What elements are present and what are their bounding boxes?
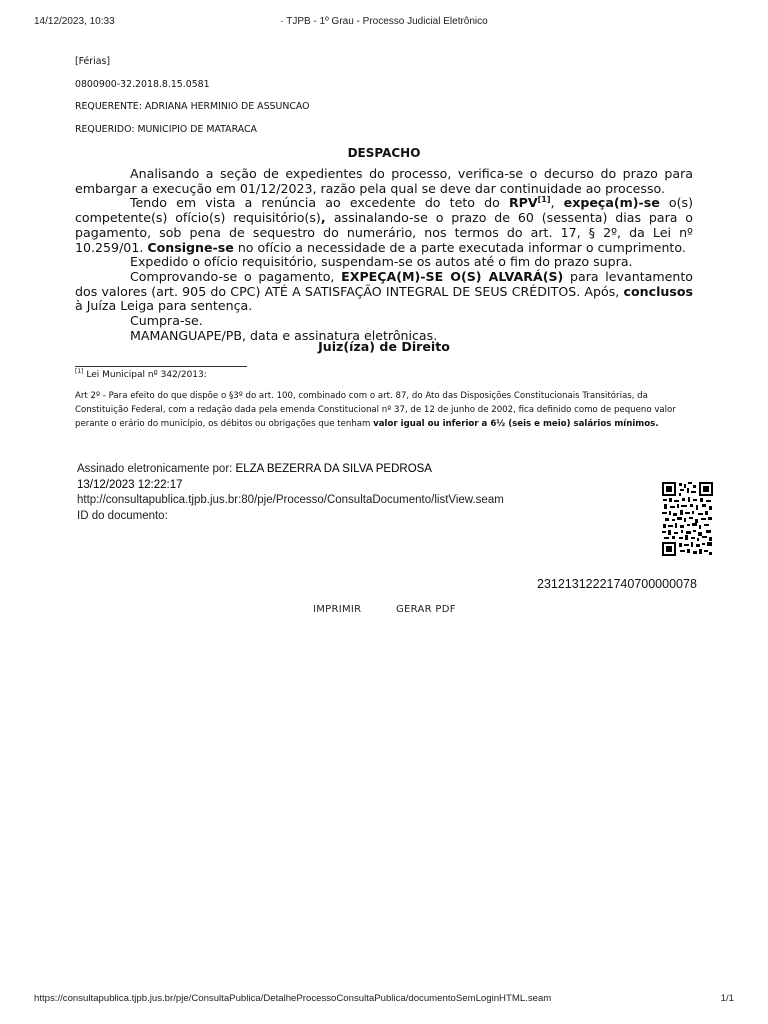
qr-code-icon [662,482,713,556]
footnote-divider [75,366,247,367]
print-datetime: 14/12/2023, 10:33 [34,16,115,27]
document-id-label: ID do documento: [77,509,168,522]
document-tag: [Férias] [75,56,111,67]
page-counter: 1/1 [720,993,734,1004]
document-heading: DESPACHO [347,146,421,160]
print-footer [34,993,734,1007]
paragraph-3: Expedido o ofício requisitório, suspendam-se os autos até o fim do prazo supra. [130,254,633,270]
print-header [34,16,734,30]
rpv-term: RPV [508,195,538,211]
document-id: 23121312221740700000078 [537,577,697,591]
paragraph-6: MAMANGUAPE/PB, data e assinatura eletrônicas. [130,327,438,343]
paragraph-4: Comprovando-se o pagamento, EXPEÇA(M)-SE O(S) ALVARÁ(S) para levantamento dos valores (art. 905 do CPC) ATÉ A SATISFAÇÃO INTEGRAL DE SEUS CRÉDITOS. Após, conclusos à Juíza Leiga para sentença. [75,268,693,314]
paragraph-1: Analisando a seção de expedientes do processo, verifica-se o decurso do prazo para embargar a execução em 01/12/2023, razão pela qual se deve dar continuidade ao processo. [75,166,693,196]
document [75,56,693,431]
verification-url[interactable]: http://consultapublica.tjpb.jus.br:80/pje/Processo/ConsultaDocumento/listView.seam [77,494,504,506]
footnote-text: Art 2º - Para efeito do que dispõe o §3º do art. 100, combinado com o art. 87, do Ato das Disposições Constitucionais Transitórias, da Constituição Federal, com a redação dada pela emenda Constitucional nº 37, de 12 de junho de 2002, fica definido como de pequeno valor perante o erário do município, os débitos ou obrigações que tenham valor igual ou inferior a 6½ (seis e meio) salários mínimos. [75,391,676,429]
print-button[interactable]: IMPRIMIR [313,604,362,615]
footnote-link[interactable]: [1] [537,195,551,205]
signer-name: ELZA BEZERRA DA SILVA PEDROSA [235,463,432,475]
print-page-title: · TJPB - 1º Grau - Processo Judicial Eletrônico [280,16,488,27]
paragraph-5: Cumpra-se. [130,313,203,329]
process-number: 0800900-32.2018.8.15.0581 [75,78,210,90]
signed-by-line: Assinado eletronicamente por: ELZA BEZERRA DA SILVA PEDROSA [77,463,432,475]
footnote-anchor[interactable]: [1] [75,368,84,376]
page-url: https://consultapublica.tjpb.jus.br/pje/ConsultaPublica/DetalheProcessoConsultaPublica/documentoSemLoginHTML.seam [34,993,552,1004]
generate-pdf-button[interactable]: GERAR PDF [396,604,456,615]
requerente: REQUERENTE: ADRIANA HERMINIO DE ASSUNCAO [75,101,310,112]
electronic-signature-block [77,462,717,524]
document-body [75,167,693,343]
signed-at: 13/12/2023 12:22:17 [77,478,183,491]
paragraph-2: Tendo em vista a renúncia ao excedente do teto do RPV[1], expeça(m)-se o(s) competente(s) ofício(s) requisitório(s), assinalando-se o prazo de 60 (sessenta) dias para o pagamento, sob pena de sequestro do numerário, nos termos do art. 17, § 2º, da Lei nº 10.259/01. Consigne-se no ofício a necessidade de a parte executada informar o cumprimento. [75,195,694,255]
requerido: REQUERIDO: MUNICIPIO DE MATARACA [75,123,257,135]
footnote-reference: [1] Lei Municipal nº 342/2013: [75,368,207,381]
judge-signature: Juiz(íza) de Direito [318,339,450,355]
